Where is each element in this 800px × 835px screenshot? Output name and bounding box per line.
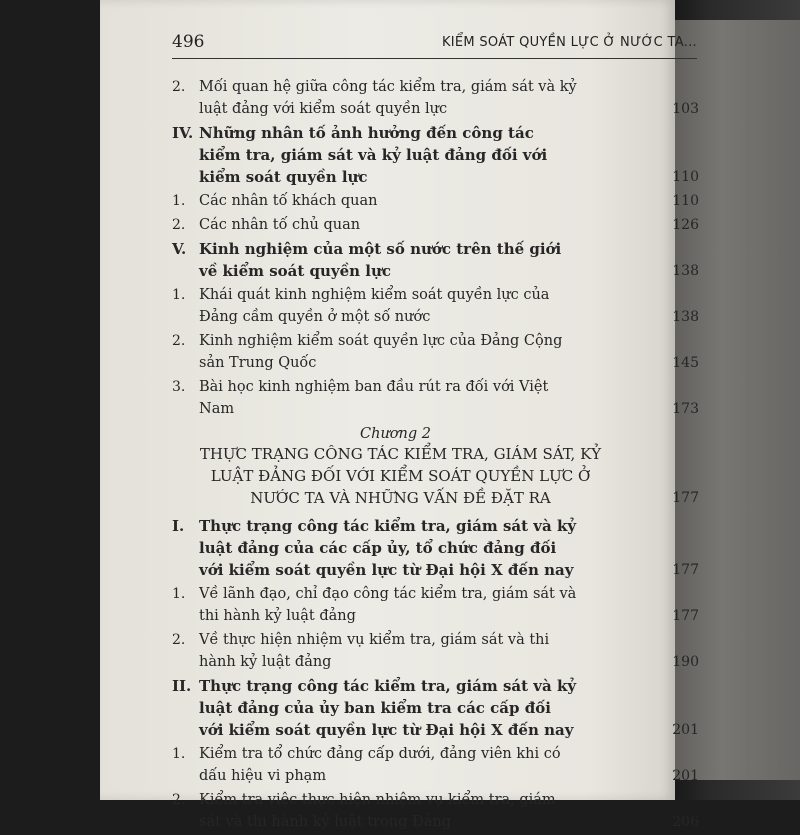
toc-entry-page: 138: [672, 309, 699, 325]
toc-entry-page: 126: [672, 217, 699, 233]
toc-entry: [172, 238, 699, 282]
book-page: [100, 0, 699, 830]
toc-entry: [172, 629, 699, 673]
toc-entry-number: 1.: [172, 287, 186, 303]
toc-entry-title: Kinh nghiệm kiểm soát quyền lực của Đảng Cộng sản Trung Quốc: [199, 333, 563, 371]
toc-entry-page: 190: [672, 654, 699, 670]
toc-entry-number: 2.: [172, 333, 186, 349]
toc-entry-title: Thực trạng công tác kiểm tra, giám sát và kỷ luật đảng của các cấp ủy, tổ chức đảng đối với kiểm soát quyền lực từ Đại hội X đến nay: [199, 517, 577, 579]
toc-entry-number: 1.: [172, 746, 186, 762]
toc-entry-number: V.: [172, 240, 187, 258]
chapter-page: 177: [672, 490, 699, 506]
toc-entry: [172, 284, 699, 328]
toc-entry: [172, 330, 699, 374]
chapter-label: Chương 2: [360, 426, 431, 442]
toc-entry-title: Các nhân tố khách quan: [199, 193, 378, 209]
toc-entry-page: 110: [672, 169, 699, 185]
toc-entry: [172, 122, 699, 188]
chapter-title: [172, 443, 699, 509]
toc-content: [172, 76, 699, 835]
toc-entry-number: 3.: [172, 379, 186, 395]
toc-entry-title: Các nhân tố chủ quan: [199, 217, 361, 233]
toc-entry-title: Những nhân tố ảnh hưởng đến công tác kiểm tra, giám sát và kỷ luật đảng đối với kiểm soát quyền lực: [199, 124, 548, 186]
toc-entry-page: 201: [672, 722, 699, 738]
toc-entry: [172, 376, 699, 420]
toc-entry-number: 2.: [172, 217, 186, 233]
running-title: KIỂM SOÁT QUYỀN LỰC Ở NƯỚC TA...: [441, 35, 697, 50]
toc-entry-number: 1.: [172, 586, 186, 602]
toc-entry-number: II.: [172, 677, 192, 695]
toc-entry: [172, 190, 699, 212]
toc-entry-title: Kiểm tra tổ chức đảng cấp dưới, đảng viên khi có dấu hiệu vi phạm: [199, 746, 561, 784]
toc-entry: [172, 515, 699, 581]
toc-entry-page: 177: [672, 562, 699, 578]
toc-entry-number: 1.: [172, 193, 186, 209]
toc-entry: [172, 789, 699, 833]
toc-entry-title: Thực trạng công tác kiểm tra, giám sát và kỷ luật đảng của ủy ban kiểm tra các cấp đối với kiểm soát quyền lực từ Đại hội X đến nay: [199, 677, 577, 739]
toc-entry-title: Về lãnh đạo, chỉ đạo công tác kiểm tra, giám sát và thi hành kỷ luật đảng: [199, 586, 577, 624]
toc-entry-number: I.: [172, 517, 185, 535]
toc-entry: [172, 583, 699, 627]
toc-section-before: [172, 76, 699, 420]
page-header: [172, 30, 697, 59]
toc-entry-title: Bài học kinh nghiệm ban đầu rút ra đối với Việt Nam: [199, 379, 549, 417]
toc-entry-page: 110: [672, 193, 699, 209]
toc-entry-page: 173: [672, 401, 699, 417]
toc-entry: [172, 675, 699, 741]
toc-entry-title: Kinh nghiệm của một số nước trên thế giới về kiểm soát quyền lực: [199, 240, 562, 280]
toc-entry-number: 2.: [172, 632, 186, 648]
toc-entry-title: Về thực hiện nhiệm vụ kiểm tra, giám sát và thi hành kỷ luật đảng: [199, 632, 550, 670]
toc-entry-page: 177: [672, 608, 699, 624]
toc-entry-page: 145: [672, 355, 699, 371]
toc-entry-page: 206: [672, 814, 699, 830]
chapter-title-text: THỰC TRẠNG CÔNG TÁC KIỂM TRA, GIÁM SÁT, KỶ LUẬT ĐẢNG ĐỐI VỚI KIỂM SOÁT QUYỀN LỰC Ở NƯỚC TA VÀ NHỮNG VẤN ĐỀ ĐẶT RA: [199, 445, 602, 507]
toc-entry: [172, 743, 699, 787]
toc-entry-title: Kiểm tra việc thực hiện nhiệm vụ kiểm tra, giám sát và thi hành kỷ luật trong Đảng: [199, 792, 556, 830]
toc-entry-page: 103: [672, 101, 699, 117]
page-number: 496: [172, 32, 205, 52]
toc-entry-title: Khái quát kinh nghiệm kiểm soát quyền lực của Đảng cầm quyền ở một số nước: [199, 287, 550, 325]
toc-entry-page: 138: [672, 263, 699, 279]
toc-entry-title: Mối quan hệ giữa công tác kiểm tra, giám sát và kỷ luật đảng với kiểm soát quyền lực: [199, 79, 577, 117]
toc-entry-number: 2.: [172, 79, 186, 95]
toc-entry: [172, 76, 699, 120]
toc-entry-page: 201: [672, 768, 699, 784]
toc-entry-number: IV.: [172, 124, 194, 142]
toc-entry-number: 2.: [172, 792, 186, 808]
toc-section-after: [172, 515, 699, 833]
toc-entry: [172, 214, 699, 236]
